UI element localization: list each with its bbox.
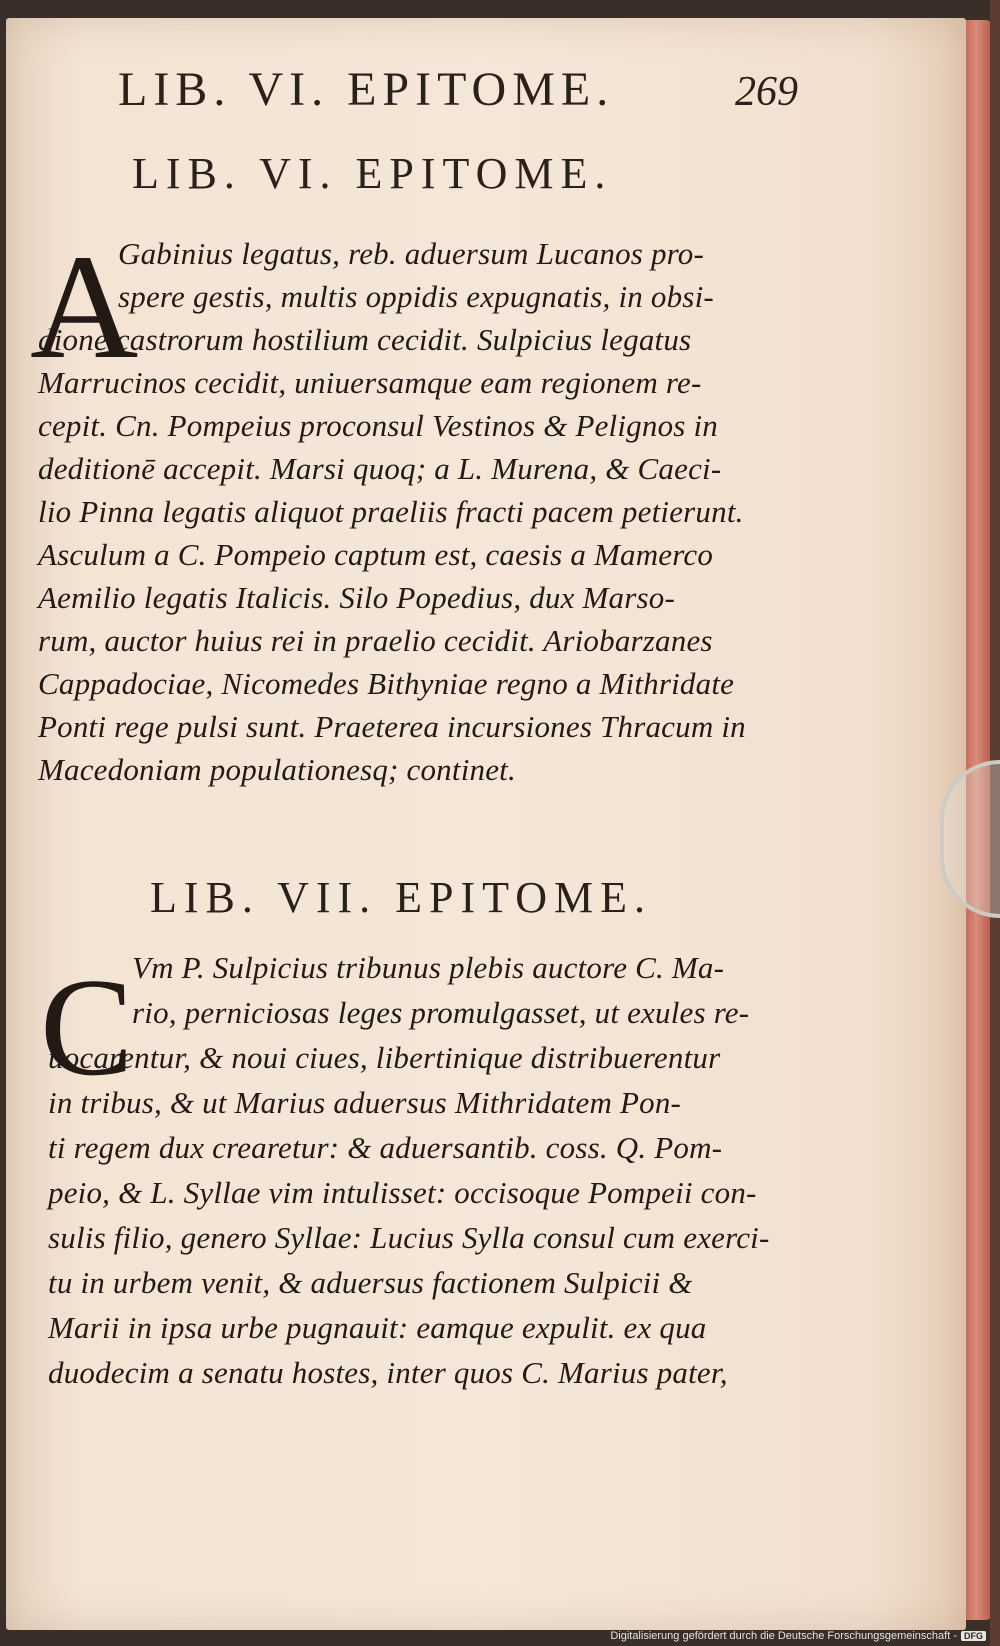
text-line: rio, perniciosas leges promulgasset, ut exules re- [132,995,750,1030]
dfg-logo: DFG [961,1631,986,1641]
text-line: Marii in ipsa urbe pugnauit: eamque expulit. ex qua [48,1310,707,1345]
text-line: sulis filio, genero Syllae: Lucius Sylla consul cum exerci- [48,1220,770,1255]
text-line: rum, auctor huius rei in praelio cecidit. Ariobarzanes [38,623,713,658]
drop-cap-a: A [30,224,139,390]
text-line: Asculum a C. Pompeio captum est, caesis a Mamerco [38,537,714,572]
text-line: cepit. Cn. Pompeius proconsul Vestinos & Pelignos in [38,408,719,443]
text-line: Aemilio legatis Italicis. Silo Popedius, dux Marso- [38,580,676,615]
text-line: Ponti rege pulsi sunt. Praeterea incursiones Thracum in [38,709,746,744]
text-line: Vm P. Sulpicius tribunus plebis auctore C. Ma- [132,950,725,985]
digitization-credit [610,1630,986,1642]
text-line: in tribus, & ut Marius aduersus Mithridatem Pon- [48,1085,682,1120]
text-line: duodecim a senatu hostes, inter quos C. Marius pater, [48,1355,728,1390]
drop-cap-c: C [40,950,134,1105]
text-line: lio Pinna legatis aliquot praeliis fracti pacem petierunt. [38,494,744,529]
running-head [118,62,838,122]
page-number: 269 [735,69,798,115]
text-line: deditionē accepit. Marsi quoq; a L. Murena, & Caeci- [38,451,722,486]
text-line: Macedoniam populationesq; continet. [38,752,516,787]
text-line: uocarentur, & noui ciues, libertinique distribuerentur [48,1040,721,1075]
text-line: dione castrorum hostilium cecidit. Sulpicius legatus [38,322,692,357]
text-line: ti regem dux crearetur: & aduersantib. coss. Q. Pom- [48,1130,723,1165]
text-line: peio, & L. Syllae vim intulisset: occisoque Pompeii con- [48,1175,757,1210]
running-head-title: LIB. VI. EPITOME. [118,63,615,116]
section-heading-vi: LIB. VI. EPITOME. [132,149,613,198]
text-line: Gabinius legatus, reb. aduersum Lucanos pro- [118,236,705,271]
text-line: tu in urbem venit, & aduersus factionem Sulpicii & [48,1265,693,1300]
text-line: spere gestis, multis oppidis expugnatis, in obsi- [118,279,714,314]
text-line: Marrucinos cecidit, uniuersamque eam regionem re- [38,365,702,400]
section-heading-vii: LIB. VII. EPITOME. [150,873,653,922]
text-line: Cappadociae, Nicomedes Bithyniae regno a Mithridate [38,666,735,701]
credit-text: Digitalisierung gefördert durch die Deutsche Forschungsgemeinschaft - [610,1630,957,1642]
